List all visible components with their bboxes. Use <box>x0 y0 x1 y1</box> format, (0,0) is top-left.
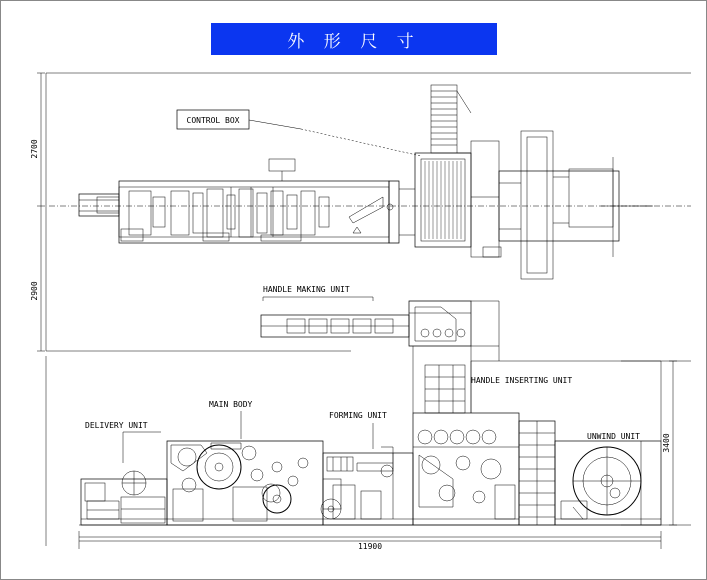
construction-lines <box>413 301 661 441</box>
main-body-label: MAIN BODY <box>209 400 253 409</box>
delivery-unit-label: DELIVERY UNIT <box>85 421 148 430</box>
handle-inserting-unit-label: HANDLE INSERTING UNIT <box>471 376 573 385</box>
dimension-label-2900: 2900 <box>30 281 39 301</box>
side-view-main-body <box>167 441 341 525</box>
dimension-label-11900: 11900 <box>357 542 383 551</box>
dimension-label-2700: 2700 <box>30 139 39 159</box>
side-view-forming-unit <box>323 447 413 525</box>
handle-making-unit-topview <box>261 297 499 346</box>
top-view-right-section <box>415 85 653 279</box>
unwind-unit-label: UNWIND UNIT <box>587 432 640 441</box>
page-title: 外 形 尺 寸 <box>287 31 421 52</box>
outline-dimension-drawing <box>1 1 707 580</box>
control-box-label: CONTROL BOX <box>186 116 240 125</box>
dimension-label-3400: 3400 <box>662 433 671 453</box>
handle-making-unit-label: HANDLE MAKING UNIT <box>263 285 350 294</box>
top-view-machine-body <box>79 159 415 243</box>
side-view-handle-inserting-unit <box>413 365 519 525</box>
side-view-unwind-unit <box>555 441 661 525</box>
forming-unit-label: FORMING UNIT <box>329 411 387 420</box>
side-view-frame <box>46 356 691 549</box>
top-view-dimension-frame <box>37 73 691 351</box>
side-view-stair <box>519 421 555 525</box>
side-view-delivery-unit <box>81 471 167 525</box>
